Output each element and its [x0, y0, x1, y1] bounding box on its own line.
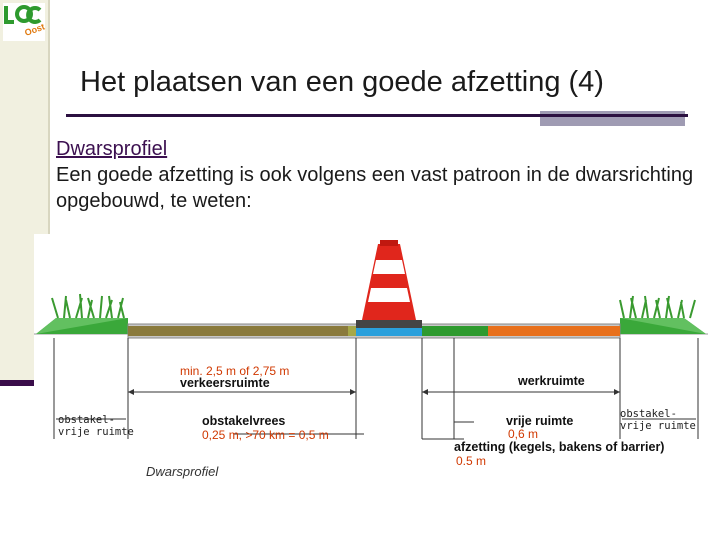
- body-heading: Dwarsprofiel: [56, 138, 168, 160]
- work-lane-bar: [488, 326, 620, 336]
- free-space-value: 0,6 m: [508, 427, 539, 441]
- free-space-label: vrije ruimte: [506, 414, 574, 428]
- obstacle-fear-bar: [348, 326, 356, 336]
- traffic-cone-icon: [356, 240, 422, 328]
- right-grass: [620, 296, 706, 334]
- barrier-value: 0.5 m: [456, 454, 487, 468]
- title-rule: [66, 114, 688, 117]
- body-paragraph: Een goede afzetting is ook volgens een vast patroon in de dwarsrichting opgebouwd, te weten:: [56, 164, 694, 212]
- obstacle-fear-value: 0,25 m, >70 km = 0,5 m: [202, 428, 329, 442]
- slide-body: [56, 136, 706, 214]
- free-space-bar: [422, 326, 488, 336]
- work-space-label: werkruimte: [518, 374, 585, 388]
- slide-title: Het plaatsen van een goede afzetting (4): [80, 66, 604, 98]
- left-grass: [36, 294, 128, 334]
- min-width-label: min. 2,5 m of 2,75 m: [180, 364, 290, 378]
- voc-logo: [2, 2, 46, 42]
- diagram-caption: Dwarsprofiel: [146, 464, 219, 479]
- logo-subtext: Oost: [23, 21, 46, 38]
- obstacle-free-left-label: obstakel- vrije ruimte: [58, 414, 134, 438]
- cross-section-diagram: [34, 234, 708, 494]
- cross-section-svg: [34, 234, 708, 494]
- dimension-lines: [54, 338, 698, 439]
- obstacle-fear-label: obstakelvrees: [202, 414, 286, 428]
- traffic-space-label: verkeersruimte: [180, 376, 270, 390]
- traffic-lane-bar: [128, 326, 348, 336]
- barrier-label: afzetting (kegels, bakens of barrier): [454, 440, 665, 454]
- obstacle-free-right-label: obstakel- vrije ruimte: [620, 408, 696, 432]
